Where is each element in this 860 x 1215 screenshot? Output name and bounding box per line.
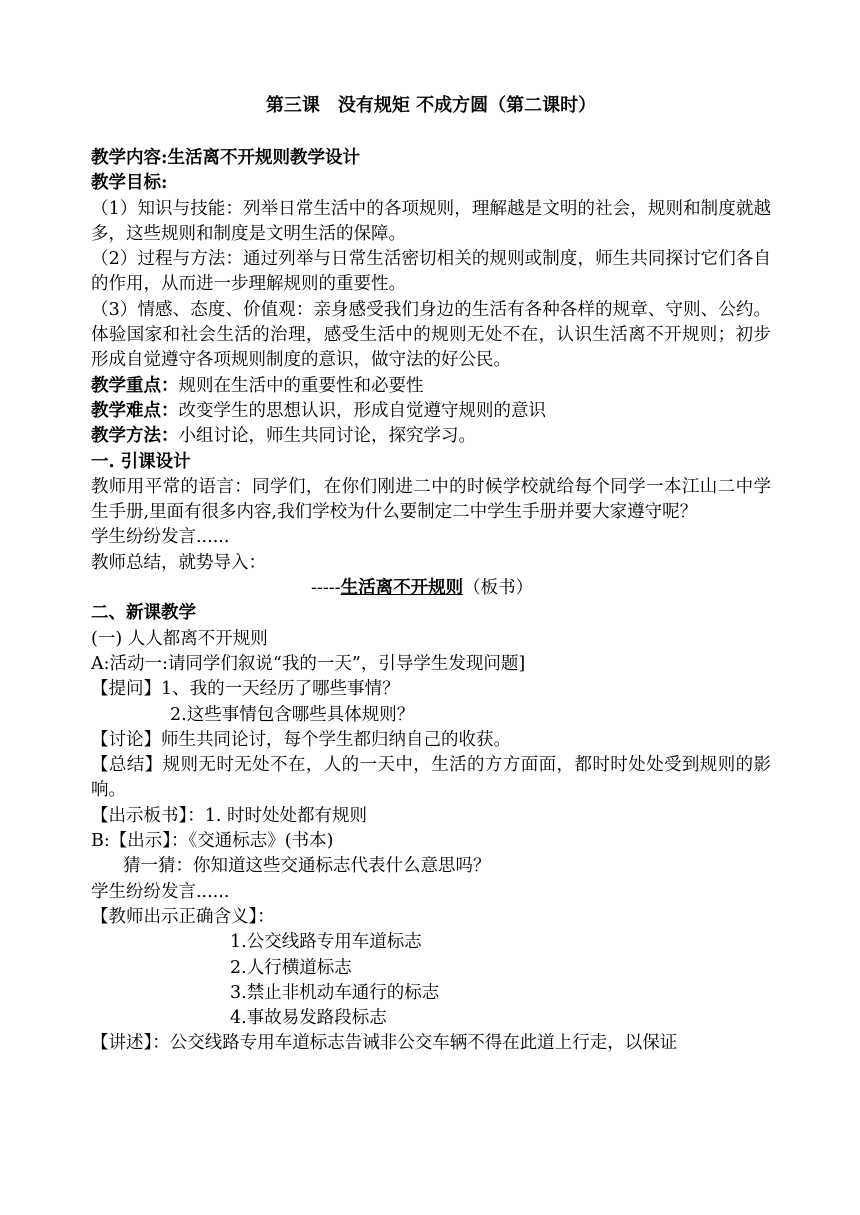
- section1-students: 学生纷纷发言......: [91, 527, 230, 548]
- section2-sub1: (一) 人人都离不开规则: [91, 628, 268, 649]
- meaning-item-4: 4.事故易发路段标志: [230, 1008, 387, 1029]
- show-label: B:【出示】：: [91, 831, 189, 852]
- section2-heading: 二、新课教学: [91, 603, 196, 624]
- meaning-label: 【教师出示正确含义】：: [91, 906, 275, 927]
- explain-line: [91, 1031, 771, 1056]
- show-line: [91, 829, 771, 854]
- board-title-line: [91, 576, 771, 601]
- document-title: 第三课 没有规矩 不成方圆（第二课时）: [265, 95, 597, 116]
- activity-line: A:活动一:请同学们叙说“我的一天”，引导学生发现问题]: [91, 653, 526, 674]
- section1-paragraph: 教师用平常的语言：同学们，在你们刚进二中的时候学校就给每个同学一本江山二中学生手册,里面有很多内容,我们学校为什么要制定二中学生手册并要大家遵守呢？: [91, 476, 771, 523]
- difficulty-text: 改变学生的思想认识，形成自觉遵守规则的意识: [178, 400, 546, 421]
- goal-item-1: （1）知识与技能：列举日常生活中的各项规则，理解越是文明的社会，规则和制度就越多，这些规则和制度是文明生活的保障。: [91, 198, 771, 244]
- question-1: 1、我的一天经历了哪些事情？: [161, 679, 400, 700]
- difficulty-label: 教学难点：: [91, 400, 179, 421]
- summary-line: [91, 753, 771, 804]
- section2-students: 学生纷纷发言......: [91, 881, 230, 902]
- question-line: [91, 677, 771, 702]
- question-2: 2.这些事情包含哪些具体规则？: [170, 704, 415, 725]
- meaning-item-3: 3.禁止非机动车通行的标志: [230, 982, 440, 1003]
- question-label: 【提问】: [91, 679, 161, 700]
- section1-summary: 教师总结，就势导入：: [91, 552, 266, 573]
- explain-label: 【讲述】：: [91, 1033, 170, 1054]
- goal-item-3: （3）情感、态度、价值观：亲身感受我们身边的生活有各种各样的规章、守则、公约。体验国家和社会生活的治理，感受生活中的规则无处不在，认识生活离不开规则；初步形成自觉遵守各项规则制度的意识，做守法的好公民。: [91, 299, 771, 371]
- key-point-text: 规则在生活中的重要性和必要性: [178, 375, 424, 396]
- discuss-line: [91, 728, 771, 753]
- board-line: [91, 804, 771, 829]
- key-point-label: 教学重点：: [91, 375, 179, 396]
- method-text: 小组讨论，师生共同讨论，探究学习。: [178, 426, 476, 447]
- board-prefix: -----: [311, 578, 341, 599]
- summary-text: 规则无时无处不在，人的一天中，生活的方方面面，都时时处处受到规则的影响。: [91, 755, 772, 801]
- meaning-item-1: 1.公交线路专用车道标志: [230, 932, 422, 953]
- document-page: [91, 92, 771, 1057]
- guess-line: 猜一猜：你知道这些交通标志代表什么意思吗？: [123, 856, 491, 877]
- section1-heading: 一. 引课设计: [91, 451, 191, 472]
- difficulty: [91, 399, 771, 424]
- board-label: 【出示板书】：: [91, 805, 205, 826]
- goals-heading: 教学目标:: [91, 173, 168, 194]
- explain-text: 公交线路专用车道标志告诫非公交车辆不得在此道上行走，以保证: [169, 1033, 678, 1054]
- summary-label: 【总结】: [91, 755, 163, 776]
- goal-item-2: （2）过程与方法：通过列举与日常生活密切相关的规则或制度，师生共同探讨它们各自的作用，从而进一步理解规则的重要性。: [91, 249, 771, 295]
- board-suffix: （板书）: [463, 578, 534, 599]
- key-point: [91, 374, 771, 399]
- meaning-item-2: 2.人行横道标志: [230, 957, 352, 978]
- show-text: 《交通标志》(书本): [188, 831, 334, 852]
- discuss-text: 师生共同论讨，每个学生都归纳自己的收获。: [161, 729, 511, 750]
- board-title: 生活离不开规则: [340, 578, 464, 599]
- method-label: 教学方法：: [91, 426, 179, 447]
- content-label: 教学内容:生活离不开规则教学设计: [91, 148, 360, 168]
- method: [91, 424, 771, 449]
- board-text: 1. 时时处处都有规则: [204, 805, 368, 826]
- discuss-label: 【讨论】: [91, 729, 161, 750]
